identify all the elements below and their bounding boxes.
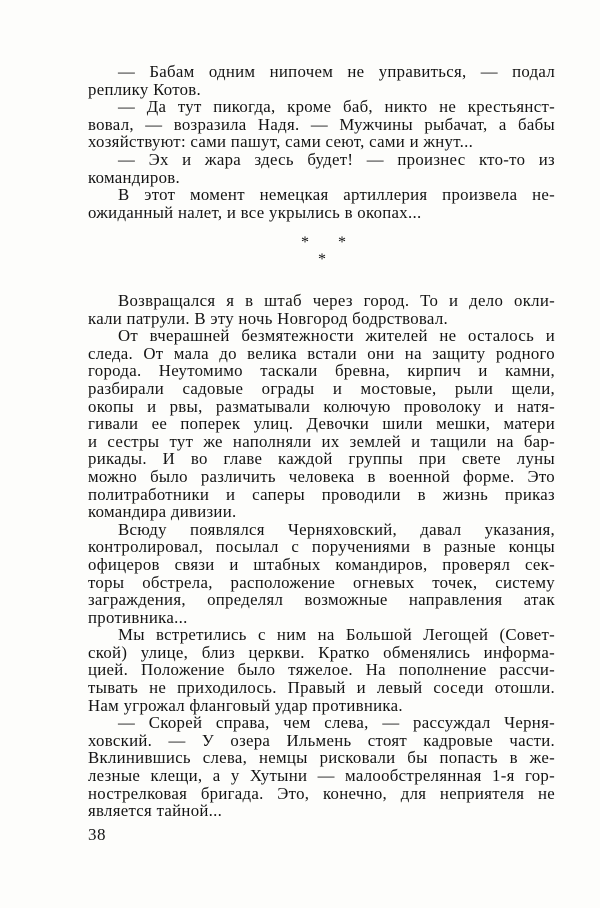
text-line: ховский. — У озера Ильмень стоят кадровые части. (88, 730, 555, 750)
text-line: торы обстрела, расположение огневых точек, систему (88, 572, 555, 592)
text-line: следа. От мала до велика встали они на защиту родного (88, 343, 555, 363)
text-line: противника... (88, 607, 188, 627)
section-break-asterisks (0, 234, 600, 274)
text-line: нострелковая бригада. Это, конечно, для неприятеля не (88, 783, 555, 803)
text-line: ожиданный налет, и все укрылись в окопах... (88, 202, 422, 222)
asterisk: * (301, 234, 309, 251)
text-line: гивали ее поперек улиц. Девочки шили мешки, матери (88, 414, 555, 434)
text-line: хозяйствуют: сами пашут, сами сеют, сами и жнут... (88, 132, 474, 152)
text-line: является тайной... (88, 801, 223, 821)
paragraph (88, 98, 555, 151)
text-line: — Эх и жара здесь будет! — произнес кто-то из (118, 149, 555, 169)
text-line: города. Неутомимо таскали бревна, кирпич и камни, (88, 361, 555, 381)
text-line: командиров. (88, 167, 181, 187)
text-line: политработники и саперы проводили в жизнь приказ (88, 484, 555, 504)
text-line: В этот момент немецкая артиллерия произвела не- (118, 185, 555, 205)
asterisk: * (338, 234, 346, 251)
text-line: вовал, — возразила Надя. — Мужчины рыбачат, а бабы (88, 114, 555, 134)
paragraph (88, 714, 555, 820)
text-line: разбирали садовые ограды и мостовые, рыли щели, (88, 378, 555, 398)
text-line: — Скорей справа, чем слева, — рассуждал Черня- (118, 713, 555, 733)
paragraph (88, 63, 555, 98)
text-line: Мы встретились с ним на Большой Легощей (Совет- (118, 625, 555, 645)
text-line: Возвращался я в штаб через город. То и дело окли- (118, 291, 555, 310)
text-line: контролировал, посылал с поручениями в разные концы (88, 537, 555, 557)
text-line: командира дивизии. (88, 502, 237, 522)
text-line: реплику Котов. (88, 79, 202, 99)
asterisk: * (318, 251, 326, 268)
text-line: ской) улице, близ церкви. Кратко обменялись информа- (88, 642, 555, 662)
paragraph (88, 626, 555, 714)
text-line: кали патрули. В эту ночь Новгород бодрствовал. (88, 308, 449, 328)
paragraph (88, 292, 555, 327)
text-line: лезные клещи, а у Хутыни — малообстрелянная 1-я гор- (88, 766, 555, 786)
text-line: заграждения, определял возможные направления атак (88, 590, 555, 610)
text-line: офицеров связи и штабных командиров, проверял сек- (88, 554, 555, 574)
text-line: рикады. И во главе каждой группы при свете луны (88, 449, 555, 469)
text-line: тывать не приходилось. Правый и левый соседи отошли. (88, 678, 555, 698)
paragraph (88, 327, 555, 521)
text-line: Вклинившись слева, немцы рисковали бы попасть в же- (88, 748, 555, 768)
paragraph (88, 186, 555, 221)
text-section-after-break (88, 292, 555, 820)
text-line: можно было различить человека в военной форме. Это (88, 466, 555, 486)
page-number: 38 (88, 825, 106, 844)
text-line: и сестры тут же наполняли их землей и тащили на бар- (88, 431, 555, 451)
text-line: Нам угрожал фланговый удар противника. (88, 695, 403, 715)
text-line: От вчерашней безмятежности жителей не осталось и (118, 326, 555, 346)
text-line: Всюду появлялся Черняховский, давал указания, (118, 519, 555, 539)
text-section-before-break (88, 63, 555, 221)
paragraph (88, 521, 555, 627)
text-line: — Да тут пикогда, кроме баб, никто не крестьянст- (118, 97, 555, 117)
text-line: окопы и рвы, разматывали колючую проволоку и натя- (88, 396, 555, 416)
paragraph (88, 151, 555, 186)
text-line: — Бабам одним нипочем не управиться, — подал (118, 62, 555, 81)
text-line: цией. Положение было тяжелое. На пополнение рассчи- (88, 660, 555, 680)
